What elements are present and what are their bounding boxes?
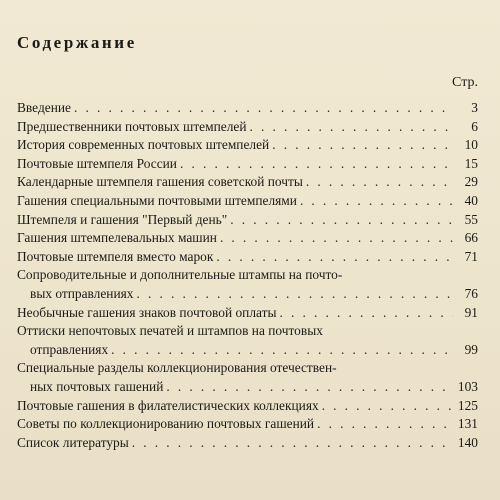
dot-leader: [272, 136, 453, 155]
dot-leader: [306, 173, 453, 192]
toc-entry-page: 76: [464, 285, 478, 301]
toc-entry-page: 29: [464, 174, 478, 190]
toc-entry-page: 131: [457, 416, 478, 432]
toc-entry-title: Почтовые гашения в филателистических коллекциях: [17, 397, 319, 413]
toc-entry-title: Штемпеля и гашения "Первый день": [17, 211, 228, 227]
toc-entry-title-line1: Специальные разделы коллекционирования отечествен-: [17, 360, 337, 376]
toc-entry-page: 6: [471, 118, 478, 134]
toc-entry-page: 3: [471, 100, 478, 115]
toc-entry-title: Предшественники почтовых штемпелей: [17, 118, 247, 134]
dot-leader: [132, 434, 453, 453]
toc-entry: [17, 173, 478, 192]
toc-entry-page: 15: [464, 155, 478, 171]
toc-entry-page: 66: [464, 230, 478, 246]
toc-entry-page: 103: [457, 378, 478, 394]
dot-leader: [220, 229, 453, 248]
toc-entry: [17, 118, 478, 137]
toc-entry: [17, 211, 478, 230]
toc-entry-page: 99: [464, 341, 478, 357]
dot-leader: [111, 341, 453, 360]
toc-entry-title: Гашения штемпелевальных машин: [17, 230, 217, 246]
toc-entry-page: 40: [464, 192, 478, 208]
toc-entry: [17, 136, 478, 155]
toc-entry: [17, 397, 478, 416]
toc-entry: [17, 322, 478, 359]
toc-entry-title-line1: Оттиски непочтовых печатей и штампов на почтовых: [17, 323, 323, 339]
dot-leader: [279, 304, 453, 323]
toc-entry-title: Необычные гашения знаков почтовой оплаты: [17, 304, 277, 320]
dot-leader: [166, 378, 453, 397]
toc-entry-page: 125: [457, 397, 478, 413]
toc-heading: Содержание: [17, 33, 137, 52]
toc-entry-title: Советы по коллекционированию почтовых гашений: [17, 416, 315, 432]
page-column-label: Стр.: [452, 75, 478, 90]
toc-entry: [17, 192, 478, 211]
toc-entry: [17, 434, 478, 453]
toc-entry: [17, 229, 478, 248]
toc-entry: [17, 155, 478, 174]
dot-leader: [300, 192, 453, 211]
dot-leader: [317, 415, 453, 434]
toc-entry-title-line2: отправлениях: [30, 341, 109, 357]
toc-entry-page: 55: [464, 211, 478, 227]
toc-entry-page: 91: [464, 304, 478, 320]
dot-leader: [250, 118, 454, 137]
toc-entry-page: 71: [464, 248, 478, 264]
toc-entry-title-line2: вых отправлениях: [30, 285, 134, 301]
toc-entry-page: 10: [464, 137, 478, 153]
toc-entry-title: Список литературы: [17, 434, 129, 450]
dot-leader: [180, 155, 453, 174]
toc-entry-title-line2: ных почтовых гашений: [30, 378, 164, 394]
toc-entry: [17, 304, 478, 323]
toc-entry: [17, 359, 478, 396]
dot-leader: [74, 99, 453, 118]
table-of-contents: [17, 99, 478, 452]
toc-entry-page: 140: [457, 434, 478, 450]
dot-leader: [137, 285, 454, 304]
toc-entry-title: Почтовые штемпеля вместо марок: [17, 248, 214, 264]
toc-entry-title: История современных почтовых штемпелей: [17, 137, 270, 153]
toc-entry-title: Введение: [17, 100, 71, 115]
toc-entry-title: Календарные штемпеля гашения советской почты: [17, 174, 303, 190]
toc-entry: [17, 266, 478, 303]
dot-leader: [216, 248, 453, 267]
toc-entry: [17, 99, 478, 118]
toc-entry: [17, 248, 478, 267]
dot-leader: [230, 211, 453, 230]
toc-entry-title-line1: Сопроводительные и дополнительные штампы на почто-: [17, 267, 343, 283]
toc-entry-title: Почтовые штемпеля России: [17, 155, 177, 171]
dot-leader: [322, 397, 453, 416]
toc-entry-title: Гашения специальными почтовыми штемпелями: [17, 192, 297, 208]
toc-entry: [17, 415, 478, 434]
